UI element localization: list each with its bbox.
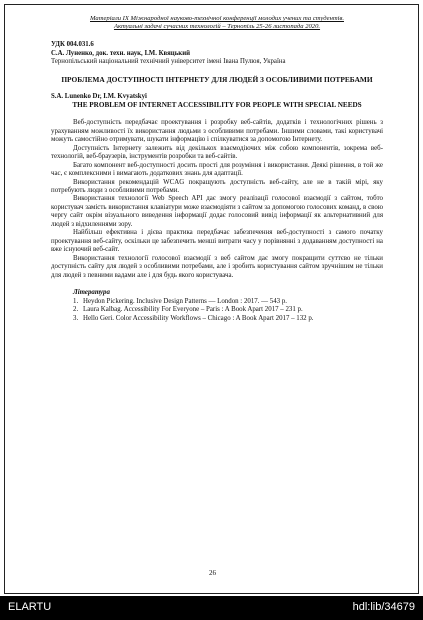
reference-number: 3.	[73, 314, 79, 322]
document-page	[51, 15, 383, 323]
udk-code: УДК 004.031.6	[51, 41, 94, 49]
reference-text: Hello Geri. Color Accessibility Workflows – Chicago : A Book Apart 2017 – 132 p.	[83, 314, 314, 322]
reference-text: Laura Kalbag. Accessibility For Everyone – Paris : A Book Apart 2017 – 231 p.	[83, 306, 303, 314]
header-line-2: Актуальні задачі сучасних технологій – Тернопіль 25-26 листопада 2020.	[113, 23, 321, 31]
references-heading: Література	[73, 289, 110, 297]
conference-header	[51, 15, 383, 31]
authors-en: S.A. Lunenko Dr, I.M. Kvyatskyi	[51, 92, 147, 100]
page-number: 26	[209, 569, 216, 577]
paragraph: Веб-доступність передбачає проектування і розробку веб-сайтів, додатків і технологічних рішень з урахуванням можливості їх використання людьми з особливими потребами. Іншими словами, такі користувачі можуть самостійно отримувати, шукати інформацію і спілкуватися за допомогою Інтернету.	[51, 119, 383, 144]
reference-number: 1.	[73, 297, 79, 305]
article-body	[51, 119, 383, 280]
page-frame	[4, 4, 419, 594]
title-en: THE PROBLEM OF INTERNET ACCESSIBILITY FOR PEOPLE WITH SPECIAL NEEDS	[72, 101, 362, 110]
repository-name: ELARTU	[8, 601, 52, 613]
reference-item	[73, 298, 383, 307]
reference-item	[73, 306, 383, 315]
paragraph: Доступність Інтернету залежить від декількох взаємодіючих між собою компонентів, зокрема веб-технологій, веб-браузерів, інструментів розробки та веб-сайтів.	[51, 144, 383, 161]
handle-id: hdl:lib/34679	[352, 601, 415, 613]
paragraph: Використання рекомендацій WCAG покращують доступність веб-сайту, але не в такій мірі, яку потребують люди з особливими потребами.	[51, 178, 383, 195]
paragraph: Використання технології голосової взаємодії з веб сайтом дає змогу покращити суттєво не тільки доступність сайту для людей з особливими потребами, але і зробить користування сайтом зручнішим не тільки для людей з певними вадами але і для будь якого користувача.	[51, 254, 383, 279]
paragraph: Використання технології Web Speech API дає змогу реалізації голосової взаємодії з сайтом, тобто користувач замість використання клавіатури може взаємодіяти з сайтом за допомогою голосових команд, в свою чергу сайт окрім візуального виведення інформації додає голосовий вивід інформації як альтернативний для людей з відхиленнями зору.	[51, 195, 383, 228]
reference-item	[73, 315, 383, 324]
paragraph: Багато компонент веб-доступності досить прості для розуміння і використання. Деякі рішення, в той же час, є комплексними і вимагають додаткових знань для адаптації.	[51, 161, 383, 178]
repository-footer	[0, 596, 423, 620]
references-list	[51, 298, 383, 324]
header-line-1: Матеріали IX Міжнародної науково-технічної конференції молодих учених та студентів.	[90, 15, 344, 22]
authors-ua: С.А. Луненко, док. техн. наук, І.М. Квяцький	[51, 49, 191, 57]
reference-number: 2.	[73, 306, 79, 314]
paragraph: Найбільш ефективна і дієва практика передбачає забезпечення веб-доступності з самого початку проектування веб-сайту, оскільки це забезпечить менші витрати часу у порівнянні з додаванням доступності на вже існуючий веб-сайт.	[51, 229, 383, 254]
title-ua: ПРОБЛЕМА ДОСТУПНОСТІ ІНТЕРНЕТУ ДЛЯ ЛЮДЕЙ З ОСОБЛИВИМИ ПОТРЕБАМИ	[61, 74, 373, 84]
reference-text: Heydon Pickering. Inclusive Design Patterns — London : 2017. — 543 p.	[83, 297, 288, 305]
affiliation: Тернопільський національний технічний університет імені Івана Пулюя, Україна	[51, 58, 286, 66]
references	[51, 289, 383, 323]
